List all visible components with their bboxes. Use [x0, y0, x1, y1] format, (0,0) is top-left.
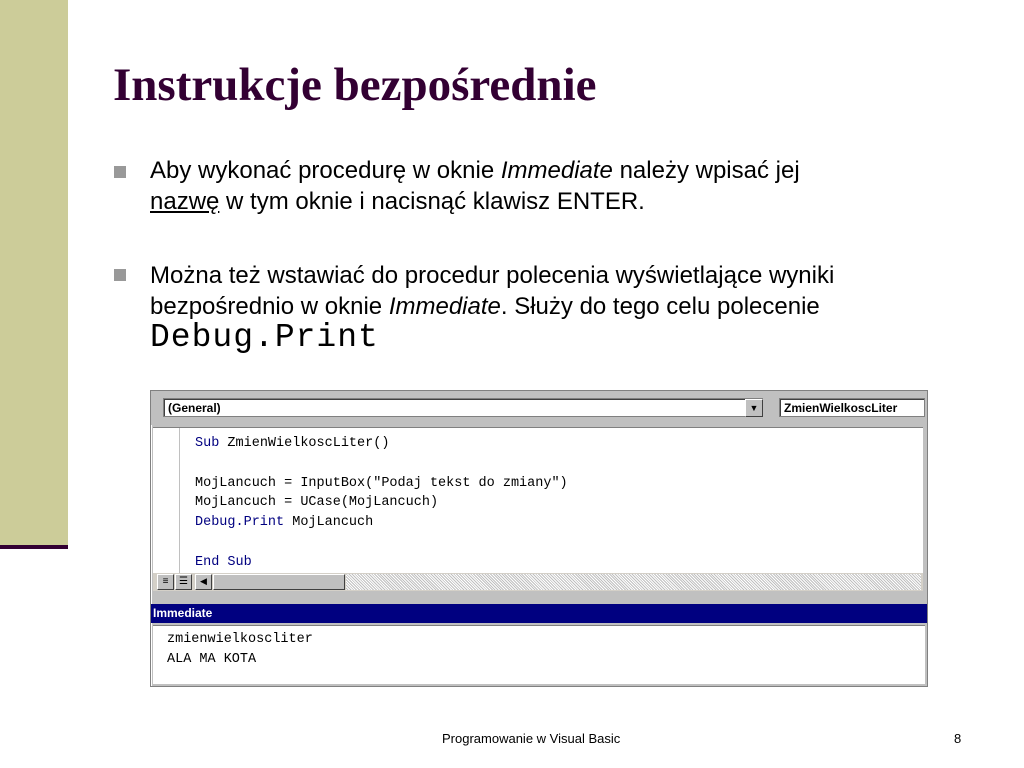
code-rest: MojLancuch — [284, 515, 374, 531]
immediate-window[interactable] — [153, 625, 925, 684]
code-line — [195, 513, 568, 533]
chevron-down-icon[interactable]: ▼ — [745, 399, 763, 417]
code-line — [195, 434, 568, 454]
code-line — [195, 474, 568, 494]
full-module-view-icon[interactable]: ☰ — [175, 574, 192, 590]
immediate-window-title: Immediate — [151, 604, 927, 623]
decorative-side-bar — [0, 0, 68, 545]
code-rest: ZmienWielkoscLiter() — [219, 436, 390, 451]
combo-row — [151, 391, 927, 425]
code-text[interactable] — [195, 434, 568, 573]
code-keyword: End Sub — [195, 554, 252, 570]
immediate-line: ALA MA KOTA — [167, 652, 257, 667]
horizontal-scrollbar[interactable] — [153, 573, 923, 591]
bullet-square-icon — [114, 269, 126, 281]
immediate-line: zmienwielkoscliter — [167, 632, 313, 647]
code-keyword: Sub — [195, 436, 220, 451]
scroll-track[interactable] — [346, 574, 921, 590]
code-line — [195, 553, 568, 573]
decorative-side-line — [0, 545, 68, 549]
footer-text: Programowanie w Visual Basic — [442, 731, 621, 746]
object-combo[interactable]: (General) — [163, 398, 763, 417]
code-window[interactable] — [153, 427, 923, 574]
procedure-combo[interactable]: ZmienWielkoscLiter — [779, 398, 925, 417]
page-number: 8 — [954, 731, 962, 746]
bullet-text-1: Aby wykonać procedurę w oknie Immediate należy wpisać jej nazwę w tym oknie i nacisnąć klawisz ENTER. — [150, 157, 800, 215]
bullet-text-2: Można też wstawiać do procedur polecenia wyświetlające wyniki bezpośrednio w oknie Immediate. Służy do tego celu polecenie Debug.Print — [150, 262, 835, 356]
vb-editor-screenshot — [150, 390, 928, 687]
code-keyword: Debug.Print — [195, 515, 285, 531]
code-margin — [153, 428, 180, 574]
procedure-view-icon[interactable]: ≡ — [157, 574, 174, 590]
code-line — [195, 493, 568, 513]
code-rest: MojLancuch = UCase(MojLancuch) — [195, 495, 439, 511]
bullet-square-icon — [114, 166, 126, 178]
code-line — [195, 454, 568, 474]
scroll-thumb[interactable] — [213, 574, 345, 590]
code-line — [195, 533, 568, 553]
inline-code: Debug.Print — [150, 319, 379, 356]
immediate-output[interactable] — [167, 630, 313, 670]
code-rest: MojLancuch = InputBox("Podaj tekst do zmiany") — [195, 475, 568, 491]
slide-title: Instrukcje bezpośrednie — [113, 59, 597, 111]
scroll-left-icon[interactable]: ◀ — [195, 574, 212, 590]
